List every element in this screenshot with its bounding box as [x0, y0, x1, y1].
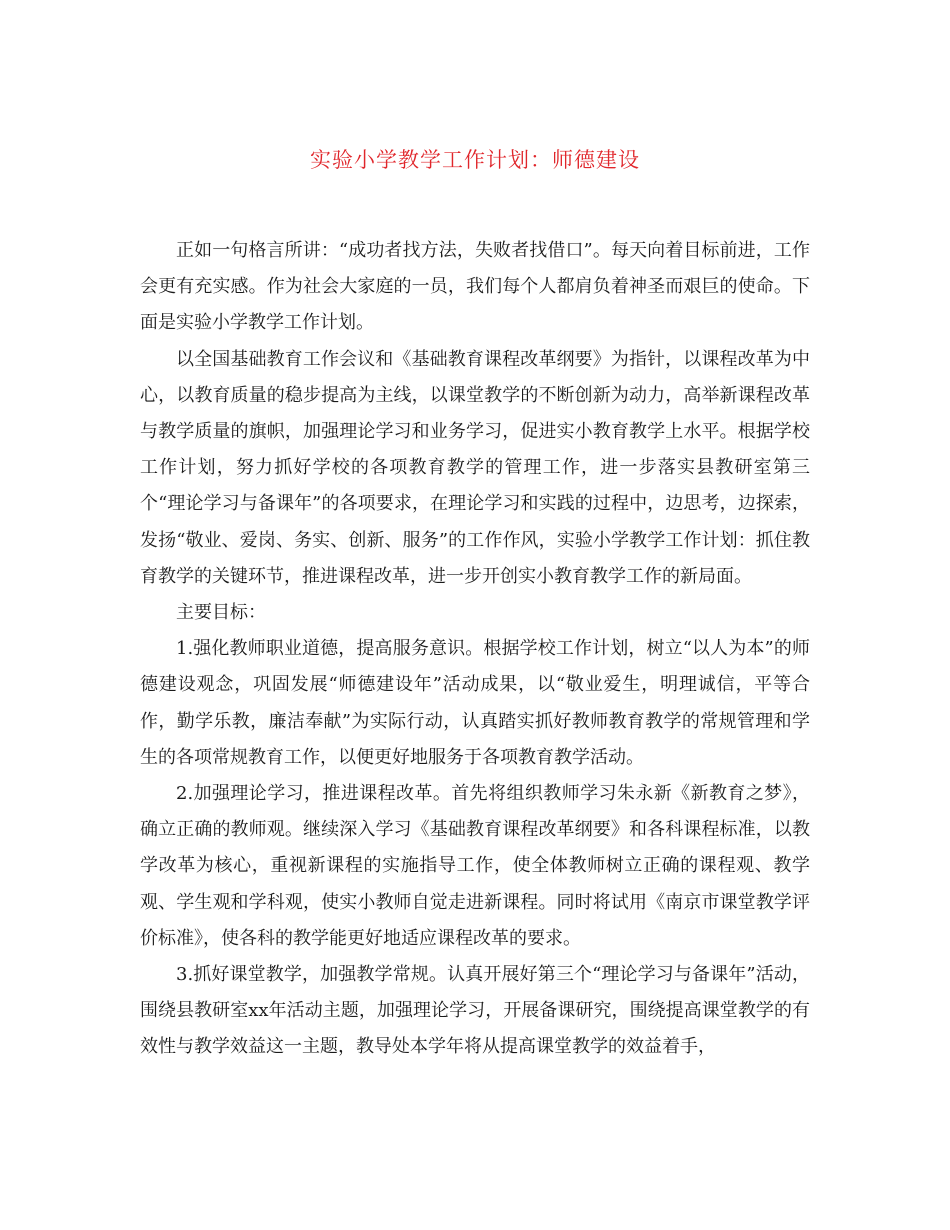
paragraph-goal-3: 3.抓好课堂教学，加强教学常规。认真开展好第三个“理论学习与备课年”活动，围绕县教研室xx年活动主题，加强理论学习，开展备课研究，围绕提高课堂教学的有效性与教学效益这一主题，教导处本学年将从提高课堂教学的效益着手， [140, 964, 810, 1058]
paragraph-goal-2: 2.加强理论学习，推进课程改革。首先将组织教师学习朱永新《新教育之梦》，确立正确的教师观。继续深入学习《基础教育课程改革纲要》和各科课程标准，以教学改革为核心，重视新课程的实施指导工作，使全体教师树立正确的课程观、教学观、学生观和学科观，使实小教师自觉走进新课程。同时将试用《南京市课堂教学评价标准》，使各科的教学能更好地适应课程改革的要求。 [140, 783, 810, 949]
document-title: 实验小学教学工作计划：师德建设 [310, 148, 640, 172]
paragraph-goals-heading: 主要目标： [176, 602, 266, 624]
paragraph-guideline: 以全国基础教育工作会议和《基础教育课程改革纲要》为指针，以课程改革为中心，以教育质量的稳步提高为主线，以课堂教学的不断创新为动力，高举新课程改革与教学质量的旗帜，加强理论学习和业务学习，促进实小教育教学上水平。根据学校工作计划，努力抓好学校的各项教育教学的管理工作，进一步落实县教研室第三个“理论学习与备课年”的各项要求，在理论学习和实践的过程中，边思考，边探索，发扬“敬业、爱岗、务实、创新、服务”的工作作风，实验小学教学工作计划：抓住教育教学的关键环节，推进课程改革，进一步开创实小教育教学工作的新局面。 [140, 348, 810, 587]
paragraph-intro: 正如一句格言所讲：“成功者找方法，失败者找借口”。每天向着目标前进，工作会更有充实感。作为社会大家庭的一员，我们每个人都肩负着神圣而艰巨的使命。下面是实验小学教学工作计划。 [140, 240, 810, 334]
paragraph-goal-1: 1.强化教师职业道德，提高服务意识。根据学校工作计划，树立“以人为本”的师德建设观念，巩固发展“师德建设年”活动成果，以“敬业爱生，明理诚信，平等合作，勤学乐教，廉洁奉献”为实际行动，认真踏实抓好教师教育教学的常规管理和学生的各项常规教育工作，以便更好地服务于各项教育教学活动。 [140, 638, 810, 768]
document-body [140, 233, 810, 1066]
